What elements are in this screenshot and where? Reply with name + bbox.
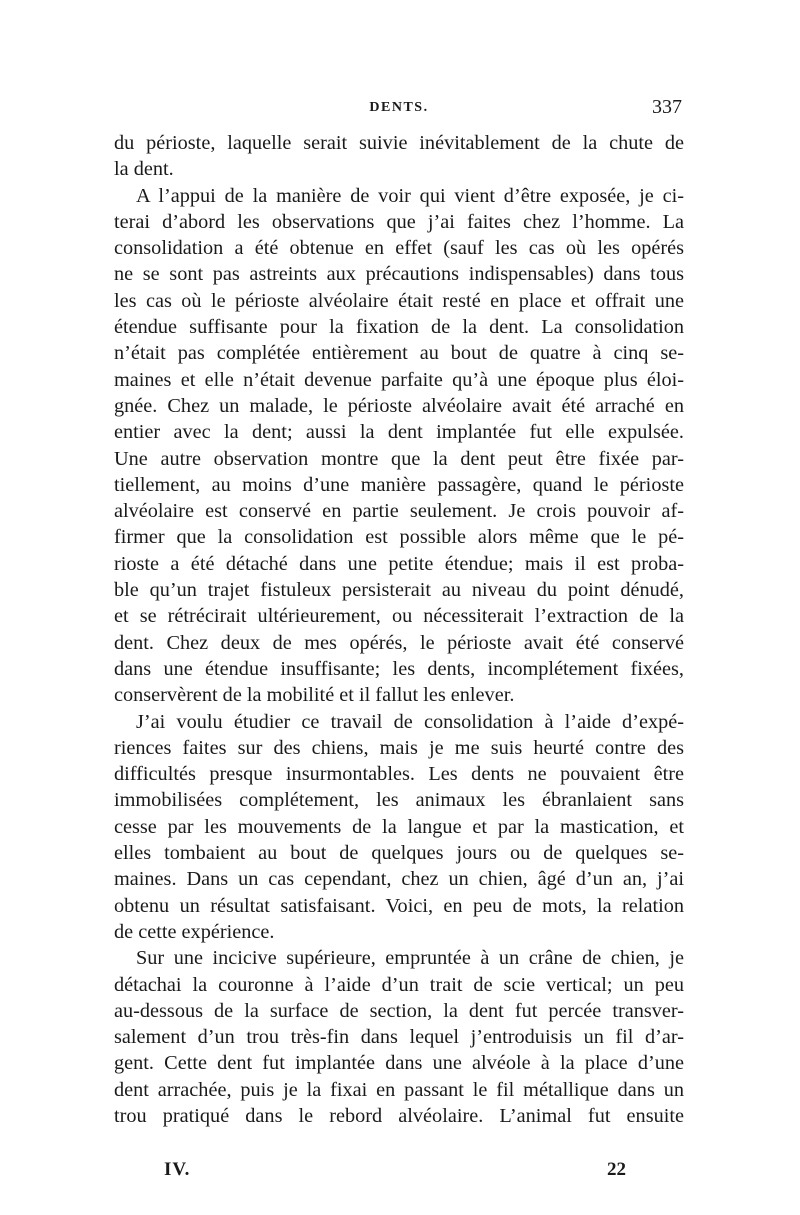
text-line: tiellement, au moins d’une manière passagère, quand le périoste <box>114 473 684 496</box>
text-line: du périoste, laquelle serait suivie inévitablement de la chute de <box>114 132 684 154</box>
signature-line <box>114 1159 684 1185</box>
text-line: immobilisées complétement, les animaux les ébranlaient sans <box>114 789 684 812</box>
body-text <box>114 130 684 1129</box>
text-line: gnée. Chez un malade, le périoste alvéolaire avait été arraché en <box>114 394 684 417</box>
text-line: elles tombaient au bout de quelques jours ou de quelques se- <box>114 842 684 865</box>
text-line: maines et elle n’était devenue parfaite qu’à une époque plus éloi- <box>114 368 684 391</box>
text-line: terai d’abord les observations que j’ai faites chez l’homme. La <box>114 210 684 233</box>
text-line: conservèrent de la mobilité et il fallut les enlever. <box>114 684 515 707</box>
text-line: rioste a été détaché dans une petite étendue; mais il est proba- <box>114 552 684 575</box>
page-number: 337 <box>652 96 682 118</box>
text-line: maines. Dans un cas cependant, chez un chien, âgé d’un an, j’ai <box>114 868 684 891</box>
text-line: la dent. <box>114 158 174 181</box>
text-line: les cas où le périoste alvéolaire était resté en place et offrait une <box>114 289 684 312</box>
text-line: au-dessous de la surface de section, la dent fut percée transver- <box>114 999 684 1022</box>
text-line: n’était pas complétée entièrement au bout de quatre à cinq se- <box>114 342 684 365</box>
text-line: trou pratiqué dans le rebord alvéolaire. L’animal fut ensuite <box>114 1104 684 1127</box>
text-line: dent arrachée, puis je la fixai en passant le fil métallique dans un <box>114 1078 684 1101</box>
running-head <box>114 96 684 120</box>
text-line: de cette expérience. <box>114 920 275 943</box>
text-line: gent. Cette dent fut implantée dans une alvéole à la place d’une <box>114 1052 684 1075</box>
text-line: dans une étendue insuffisante; les dents, incomplétement fixées, <box>114 657 684 680</box>
text-line: riences faites sur des chiens, mais je me suis heurté contre des <box>114 736 684 759</box>
text-line: cesse par les mouvements de la langue et par la mastication, et <box>114 815 684 838</box>
text-line: Une autre observation montre que la dent peut être fixée par- <box>114 447 684 470</box>
text-line: Sur une incicive supérieure, empruntée à un crâne de chien, je <box>136 947 684 970</box>
text-line: ble qu’un trajet fistuleux persisterait au niveau du point dénudé, <box>114 579 684 602</box>
volume-mark: IV. <box>164 1159 191 1180</box>
text-line: consolidation a été obtenue en effet (sauf les cas où les opérés <box>114 237 684 260</box>
text-line: difficultés presque insurmontables. Les dents ne pouvaient être <box>114 763 684 786</box>
text-line: A l’appui de la manière de voir qui vient d’être exposée, je ci- <box>136 184 684 207</box>
text-line: dent. Chez deux de mes opérés, le périoste avait été conservé <box>114 631 684 654</box>
text-line: obtenu un résultat satisfaisant. Voici, en peu de mots, la relation <box>114 894 684 917</box>
text-line: ne se sont pas astreints aux précautions indispensables) dans tous <box>114 263 684 286</box>
text-line: firmer que la consolidation est possible alors même que le pé- <box>114 526 684 549</box>
running-title: DENTS. <box>369 100 429 115</box>
text-line: salement d’un trou très-fin dans lequel j’entroduisis un fil d’ar- <box>114 1026 684 1049</box>
text-line: entier avec la dent; aussi la dent implantée fut elle expulsée. <box>114 421 684 444</box>
text-line: J’ai voulu étudier ce travail de consolidation à l’aide d’expé- <box>136 710 684 733</box>
text-line: étendue suffisante pour la fixation de la dent. La consolidation <box>114 316 684 339</box>
text-line: alvéolaire est conservé en partie seulement. Je crois pouvoir af- <box>114 500 684 523</box>
text-line: détachai la couronne à l’aide d’un trait de scie vertical; un peu <box>114 973 684 996</box>
text-line: et se rétrécirait ultérieurement, ou nécessiterait l’extraction de la <box>114 605 684 628</box>
gathering-number: 22 <box>607 1159 626 1180</box>
